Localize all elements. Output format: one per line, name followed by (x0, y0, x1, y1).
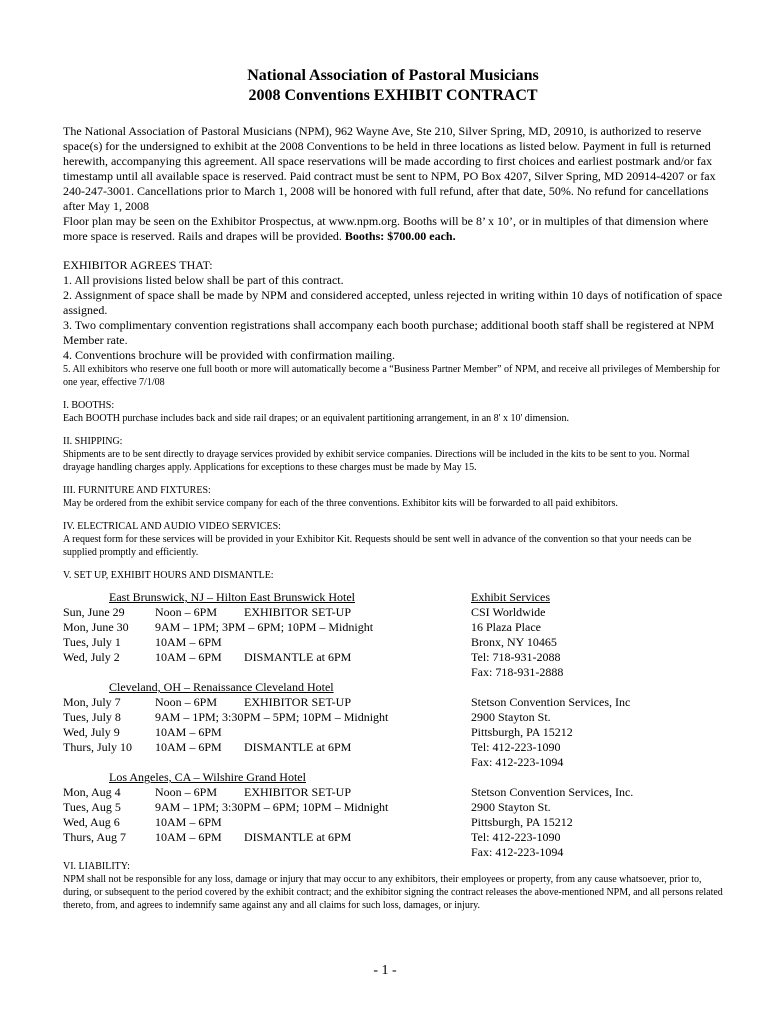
section-furniture (63, 484, 723, 510)
schedule-row: Fax: 718-931-2888 (471, 665, 564, 679)
schedule-row: Wed, Aug 6 10AM – 6PM Pittsburgh, PA 15212 (63, 815, 573, 829)
convention-city: Los Angeles, CA – Wilshire Grand Hotel (109, 770, 306, 784)
agrees-item: 4. Conventions brochure will be provided with confirmation mailing. (63, 348, 395, 362)
liability-heading: VI. LIABILITY: (63, 861, 130, 872)
document-title-line2: 2008 Conventions EXHIBIT CONTRACT (248, 87, 538, 104)
agrees-item: 2. Assignment of space shall be made by NPM and considered accepted, unless rejected in writing within 10 days of notification of space assigned. (63, 288, 723, 317)
section-setup (63, 569, 723, 582)
agrees-item: 1. All provisions listed below shall be part of this contract. (63, 273, 344, 287)
booth-price: Booths: $700.00 each. (344, 229, 456, 243)
setup-heading: V. SET UP, EXHIBIT HOURS AND DISMANTLE: (63, 570, 274, 581)
furniture-heading: III. FURNITURE AND FIXTURES: (63, 485, 211, 496)
agrees-heading: EXHIBITOR AGREES THAT: (63, 258, 213, 272)
booths-text: Each BOOTH purchase includes back and side rail drapes; or an equivalent partitioning arrangement, in an 8' x 10' dimension. (63, 413, 569, 424)
schedule-row: Wed, July 9 10AM – 6PM Pittsburgh, PA 15212 (63, 725, 573, 739)
document-title-line1: National Association of Pastoral Musicians (247, 67, 539, 84)
intro-section (63, 124, 723, 244)
schedule-row: Fax: 412-223-1094 (471, 845, 564, 859)
booths-heading: I. BOOTHS: (63, 400, 115, 411)
section-booths (63, 399, 723, 425)
schedule-row: Mon, Aug 4 Noon – 6PM EXHIBITOR SET-UP Stetson Convention Services, Inc. (63, 785, 634, 799)
section-electrical (63, 520, 723, 559)
shipping-text: Shipments are to be sent directly to drayage services provided by exhibit service companies. Directions will be included in the kits to be sent to you. Normal drayage handling charges apply. Applications for exceptions to these charges must be made by May 15. (63, 449, 690, 473)
floorplan-paragraph (63, 214, 723, 244)
floorplan-text: Floor plan may be seen on the Exhibitor Prospectus, at www.npm.org. Booths will be 8’ x 10’, or in multiples of that dimension where more space is reserved. Rails and drapes will be provided. (63, 214, 709, 243)
exhibitor-agrees-section (63, 258, 723, 389)
section-shipping (63, 435, 723, 474)
intro-paragraph: The National Association of Pastoral Musicians (NPM), 962 Wayne Ave, Ste 210, Silver Spring, MD, 20910, is authorized to reserve space(s) for the undersigned to exhibit at the 2008 Conventions to be held in three locations as listed below. Payment in full is returned herewith, accompanying this agreement. All space reservations will be made according to first choices and earliest postmark and/or fax timestamp until all available space is reserved. Paid contract must be sent to NPM, PO Box 4207, Silver Spring, MD 20914-4207 or fax 240-247-3001. Cancellations prior to March 1, 2008 will be honored with full refund, after that date, 50%. No refund for cancellations after May 1, 2008 (63, 124, 716, 213)
shipping-heading: II. SHIPPING: (63, 436, 123, 447)
schedule-row: Tues, July 8 9AM – 1PM; 3:30PM – 5PM; 10PM – Midnight 2900 Stayton St. (63, 710, 551, 724)
section-liability (63, 860, 723, 912)
schedule-row: Fax: 412-223-1094 (471, 755, 564, 769)
schedule-row: Mon, July 7 Noon – 6PM EXHIBITOR SET-UP Stetson Convention Services, Inc (63, 695, 631, 709)
furniture-text: May be ordered from the exhibit service company for each of the three conventions. Exhibitor kits will be forwarded to all paid exhibitors. (63, 498, 618, 509)
schedule-row: Sun, June 29 Noon – 6PM EXHIBITOR SET-UP CSI Worldwide (63, 605, 546, 619)
schedule-row: Thurs, July 10 10AM – 6PM DISMANTLE at 6PM Tel: 412-223-1090 (63, 740, 561, 754)
electrical-heading: IV. ELECTRICAL AND AUDIO VIDEO SERVICES: (63, 521, 281, 532)
exhibit-services-heading: Exhibit Services (471, 590, 550, 604)
contract-page (63, 66, 723, 912)
schedule-row: Mon, June 30 9AM – 1PM; 3PM – 6PM; 10PM – Midnight 16 Plaza Place (63, 620, 541, 634)
convention-header (63, 680, 723, 695)
convention-city: East Brunswick, NJ – Hilton East Brunswick Hotel (109, 590, 355, 604)
schedule-table (63, 590, 723, 860)
convention-header (63, 590, 723, 605)
convention-city: Cleveland, OH – Renaissance Cleveland Hotel (109, 680, 334, 694)
electrical-text: A request form for these services will be provided in your Exhibitor Kit. Requests should be sent well in advance of the convention so that your needs can be supplied promptly and efficiently. (63, 534, 692, 558)
schedule-row: Tues, July 1 10AM – 6PM Bronx, NY 10465 (63, 635, 557, 649)
convention-header (63, 770, 723, 785)
liability-text: NPM shall not be responsible for any loss, damage or injury that may occur to any exhibitors, their employees or property, from any cause whatsoever, prior to, during, or subsequent to the period covered by the exhibit contract; and the exhibitor signing the contract releases the above-mentioned NPM, and all persons related thereto, from, and agrees to indemnify same against any and all claims for such loss, damages, or injury. (63, 874, 723, 911)
agrees-item-5: 5. All exhibitors who reserve one full booth or more will automatically become a “Business Partner Member” of NPM, and receive all privileges of Membership for one year, effective 7/1/08 (63, 364, 720, 388)
page-number: - 1 - (373, 963, 397, 978)
schedule-row: Tues, Aug 5 9AM – 1PM; 3:30PM – 6PM; 10PM – Midnight 2900 Stayton St. (63, 800, 551, 814)
schedule-row: Wed, July 2 10AM – 6PM DISMANTLE at 6PM Tel: 718-931-2088 (63, 650, 561, 664)
schedule-row: Thurs, Aug 7 10AM – 6PM DISMANTLE at 6PM Tel: 412-223-1090 (63, 830, 561, 844)
agrees-item: 3. Two complimentary convention registrations shall accompany each booth purchase; additional booth staff shall be registered at NPM Member rate. (63, 318, 715, 347)
